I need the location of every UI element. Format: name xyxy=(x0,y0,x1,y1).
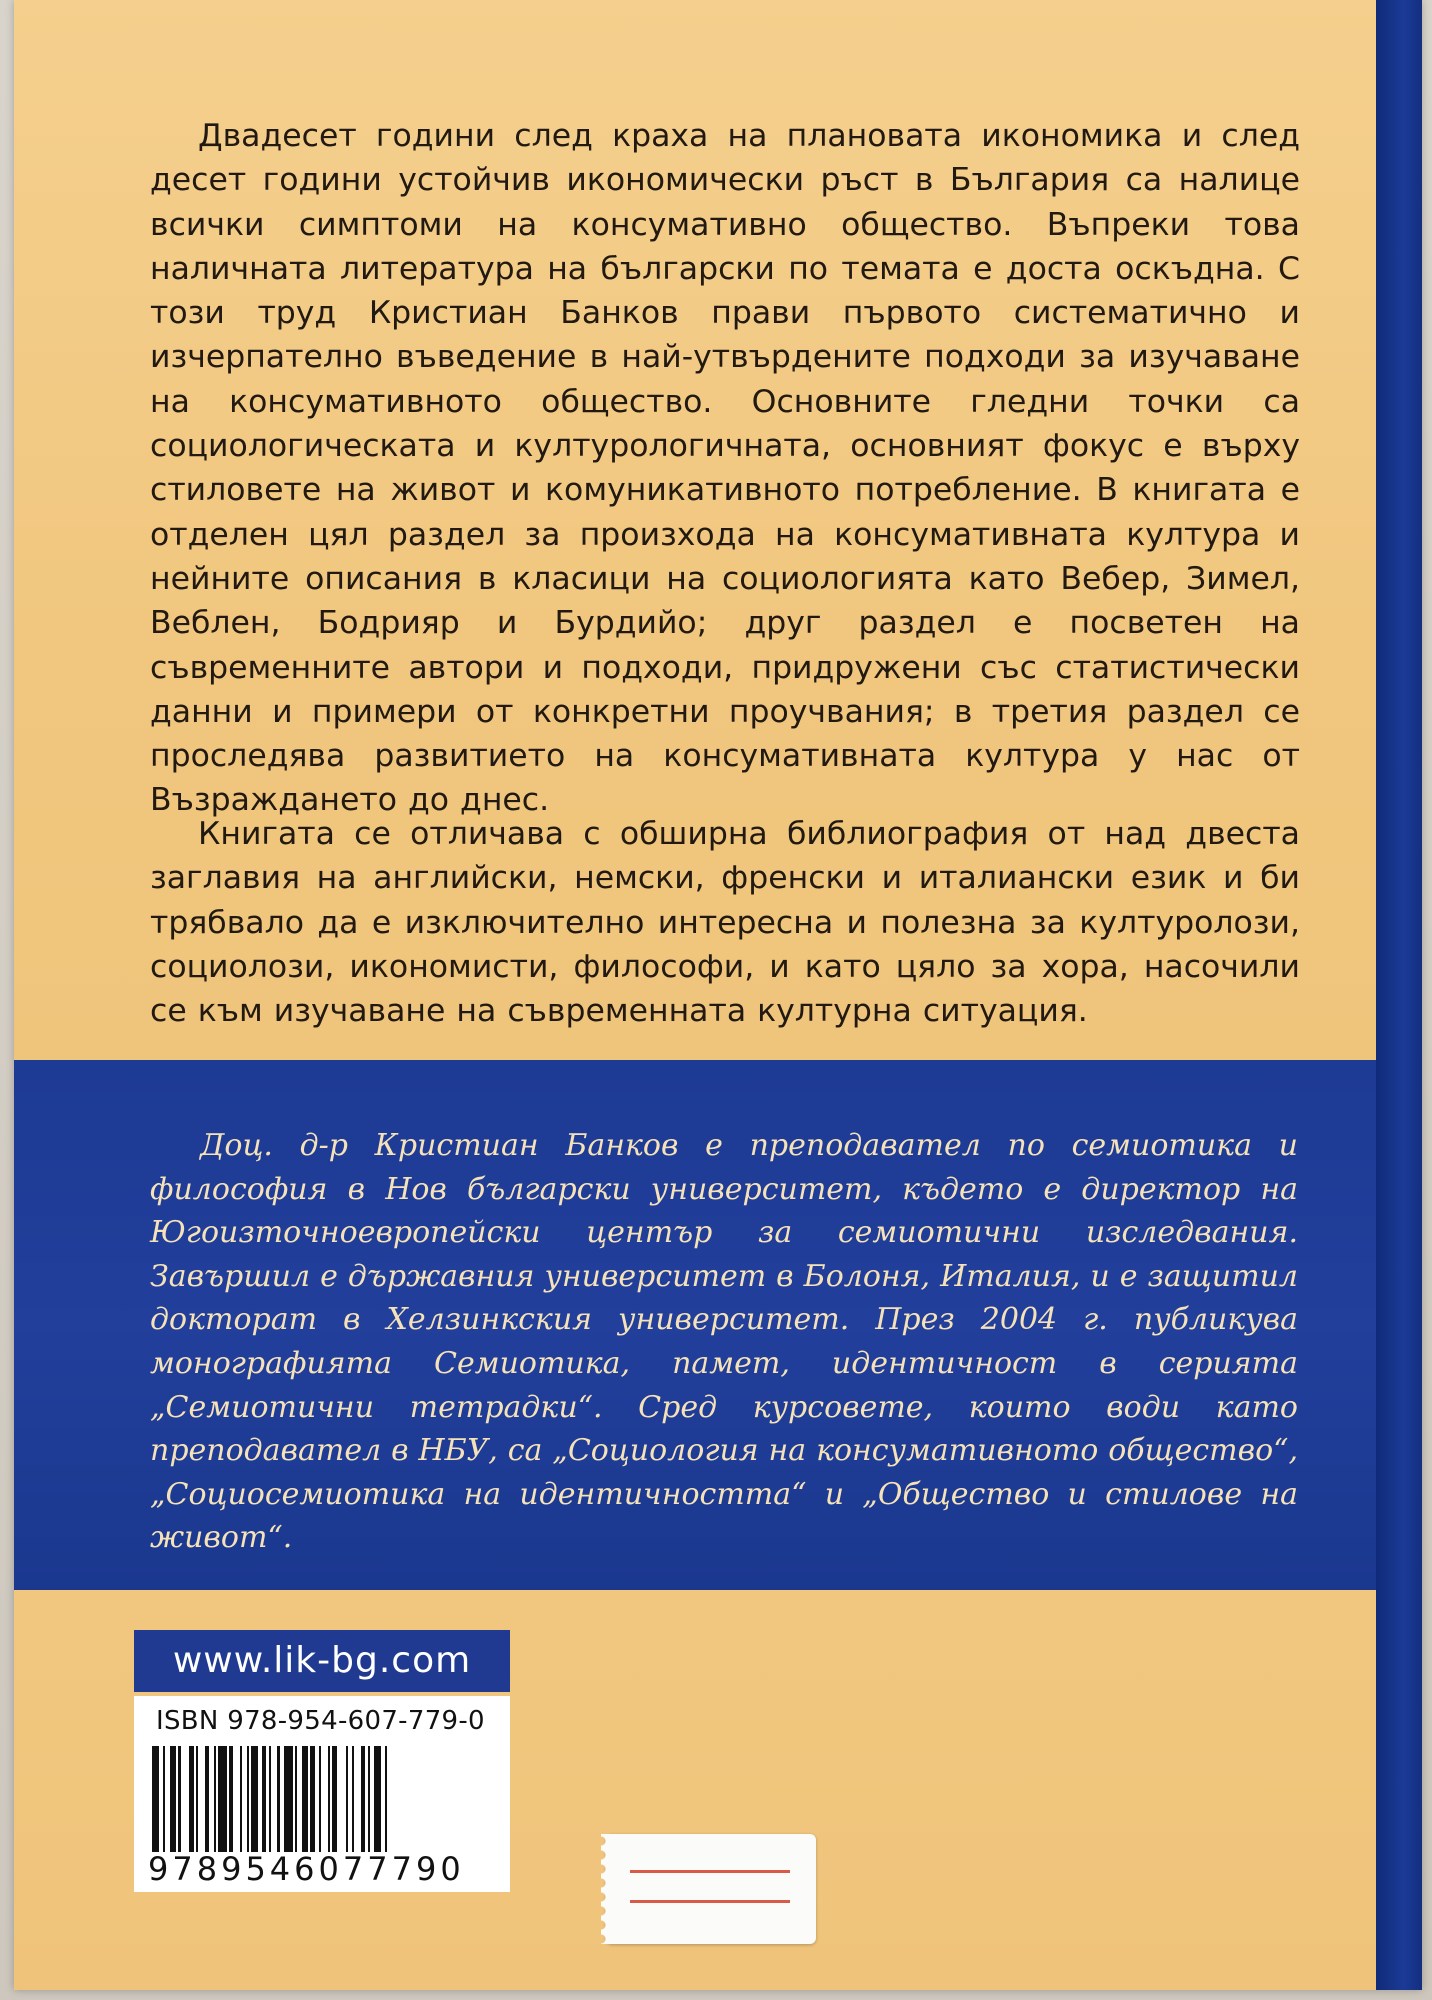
sticker-line-bottom xyxy=(630,1900,790,1903)
barcode-bar xyxy=(284,1746,293,1852)
sticker-line-top xyxy=(630,1870,790,1873)
barcode-bar xyxy=(302,1746,309,1852)
barcode-bar xyxy=(269,1746,271,1852)
description-paragraph-2: Книгата се отличава с обширна библиография от над двеста заглавия на английски, немски, френски и италиански език и би трябвало да е изключително интересна и полезна за културолози, социолози, икономисти, философи, и като цяло за хора, насочили се към изучаване на съвременната културна ситуация. xyxy=(150,816,1300,1030)
barcode-bar xyxy=(310,1746,314,1852)
barcode-bar xyxy=(277,1746,279,1852)
description-paragraph-1: Двадесет години след краха на плановата икономика и след десет години устойчив икономически ръст в България са налице всички симптоми на консумативно общество. Въпреки това наличната литература на български по темата е доста оскъдна. С този труд Кристиан Банков прави първото систематично и изчерпателно въведение в най-утвърдените подходи за изучаване на консумативното общество. Основните гледни точки са социологическата и културологичната, основният фокус е върху стиловете на живот и комуникативното потребление. В книгата е отделен цял раздел за произхода на консумативната култура и нейните описания в класици на социологията като Вебер, Зимел, Веблен, Бодрияр и Бурдийо; друг раздел е посветен на съвременните автори и подходи, придружени със статистически данни и примери от конкретни проучвания; в третия раздел се проследява развитието на консумативната култура у нас от Възраждането до днес. xyxy=(150,118,1300,819)
barcode-bar xyxy=(205,1746,209,1852)
barcode-bar xyxy=(189,1746,193,1852)
sticker-edge-left xyxy=(601,1834,611,1944)
barcode-bar xyxy=(295,1746,297,1852)
barcode-bar xyxy=(247,1746,249,1852)
barcode-bar xyxy=(319,1746,321,1852)
isbn-number: ISBN 978-954-607-779-0 xyxy=(156,1706,485,1736)
barcode-bar xyxy=(346,1746,348,1852)
book-back-cover xyxy=(14,0,1422,1990)
publisher-website: www.lik-bg.com xyxy=(134,1630,510,1692)
barcode-label xyxy=(134,1696,510,1892)
barcode-bar xyxy=(328,1746,330,1852)
barcode-bar xyxy=(163,1746,165,1852)
barcode-bar xyxy=(262,1746,266,1852)
barcode-bar xyxy=(332,1746,336,1852)
barcode-bar xyxy=(218,1746,227,1852)
barcode-bar xyxy=(152,1746,159,1852)
barcode-bar xyxy=(178,1746,180,1852)
barcode-bar xyxy=(374,1746,381,1852)
book-spine xyxy=(1376,0,1422,1990)
author-bio: Доц. д-р Кристиан Банков е преподавател по семиотика и философия в Нов български университет, където е директор на Югоизточноевропейски център за семиотични изследвания. Завършил е държавния университет в Болоня, Италия, и е защитил докторат в Хелзинкския университет. През 2004 г. публикува монографията Семиотика, памет, идентичност в серията „Семиотични тетрадки“. Сред курсовете, които води като преподавател в НБУ, са „Социология на консумативното общество“, „Социосемиотика на идентичността“ и „Общество и стилове на живот“. xyxy=(150,1128,1298,1556)
barcode-bar xyxy=(251,1746,258,1852)
barcode-bar xyxy=(385,1746,387,1852)
barcode-bar xyxy=(214,1746,216,1852)
barcode-bar xyxy=(368,1746,370,1852)
barcode-bar xyxy=(196,1746,198,1852)
barcode-bar xyxy=(229,1746,233,1852)
author-bio-panel xyxy=(14,1060,1376,1590)
barcode-bar xyxy=(361,1746,365,1852)
barcode-panel xyxy=(14,1590,1376,1990)
barcode-bar xyxy=(352,1746,354,1852)
barcode-bar xyxy=(170,1746,177,1852)
description-panel xyxy=(14,0,1376,1060)
price-sticker xyxy=(606,1834,816,1944)
barcode-icon xyxy=(152,1746,492,1852)
barcode-bar xyxy=(240,1746,242,1852)
ean-number: 9789546077790 xyxy=(148,1850,465,1888)
